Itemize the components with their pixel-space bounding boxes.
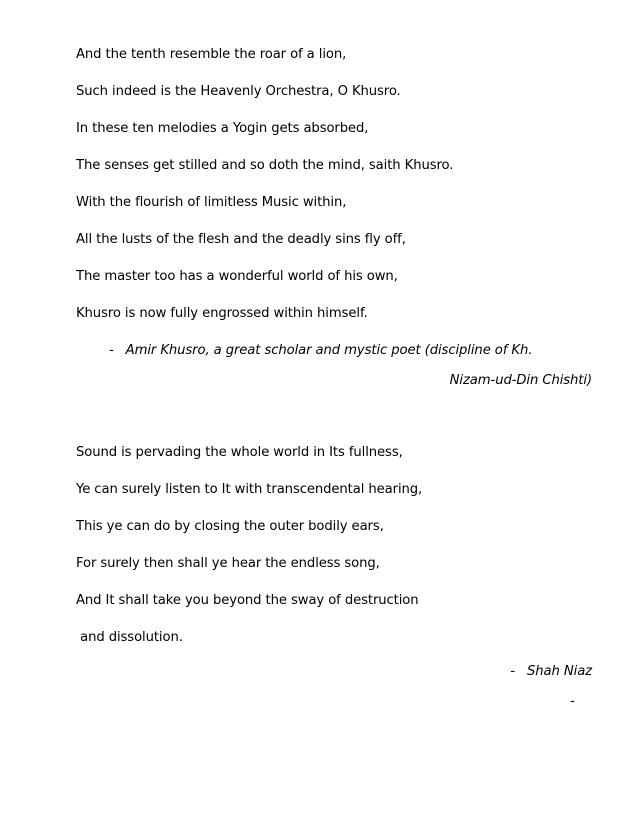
attribution-dash: - <box>109 343 114 358</box>
poem1-line-5: With the flourish of limitless Music within, <box>76 195 347 210</box>
poem2-line-1: Sound is pervading the whole world in Its fullness, <box>76 445 403 460</box>
poem1-line-2: Such indeed is the Heavenly Orchestra, O Khusro. <box>76 84 401 99</box>
poem2-line-6: and dissolution. <box>76 630 183 645</box>
poem1-line-8: Khusro is now fully engrossed within himself. <box>76 306 368 321</box>
poem1-line-7: The master too has a wonderful world of his own, <box>76 269 398 284</box>
poem2-line-2: Ye can surely listen to It with transcendental hearing, <box>76 482 423 497</box>
poem2-attribution <box>510 663 592 681</box>
poem2-trailing-dash: - <box>570 694 575 709</box>
poem2-line-4: For surely then shall ye hear the endless song, <box>76 556 380 571</box>
poem1-line-1: And the tenth resemble the roar of a lion, <box>76 47 347 62</box>
attribution-author: Amir Khusro, a great scholar and mystic poet (discipline of Kh. <box>125 343 533 358</box>
poem1-line-6: All the lusts of the flesh and the deadly sins fly off, <box>76 232 406 247</box>
poem1-line-4: The senses get stilled and so doth the mind, saith Khusro. <box>76 158 454 173</box>
poem1-attribution-line-1 <box>109 342 532 360</box>
attribution-author: Shah Niaz <box>527 664 592 679</box>
attribution-dash: - <box>510 664 515 679</box>
poem1-line-3: In these ten melodies a Yogin gets absorbed, <box>76 121 369 136</box>
poem1-attribution-line-2: Nizam-ud-Din Chishti) <box>449 373 592 388</box>
poem2-line-5: And It shall take you beyond the sway of destruction <box>76 593 419 608</box>
poem2-line-3: This ye can do by closing the outer bodily ears, <box>76 519 384 534</box>
